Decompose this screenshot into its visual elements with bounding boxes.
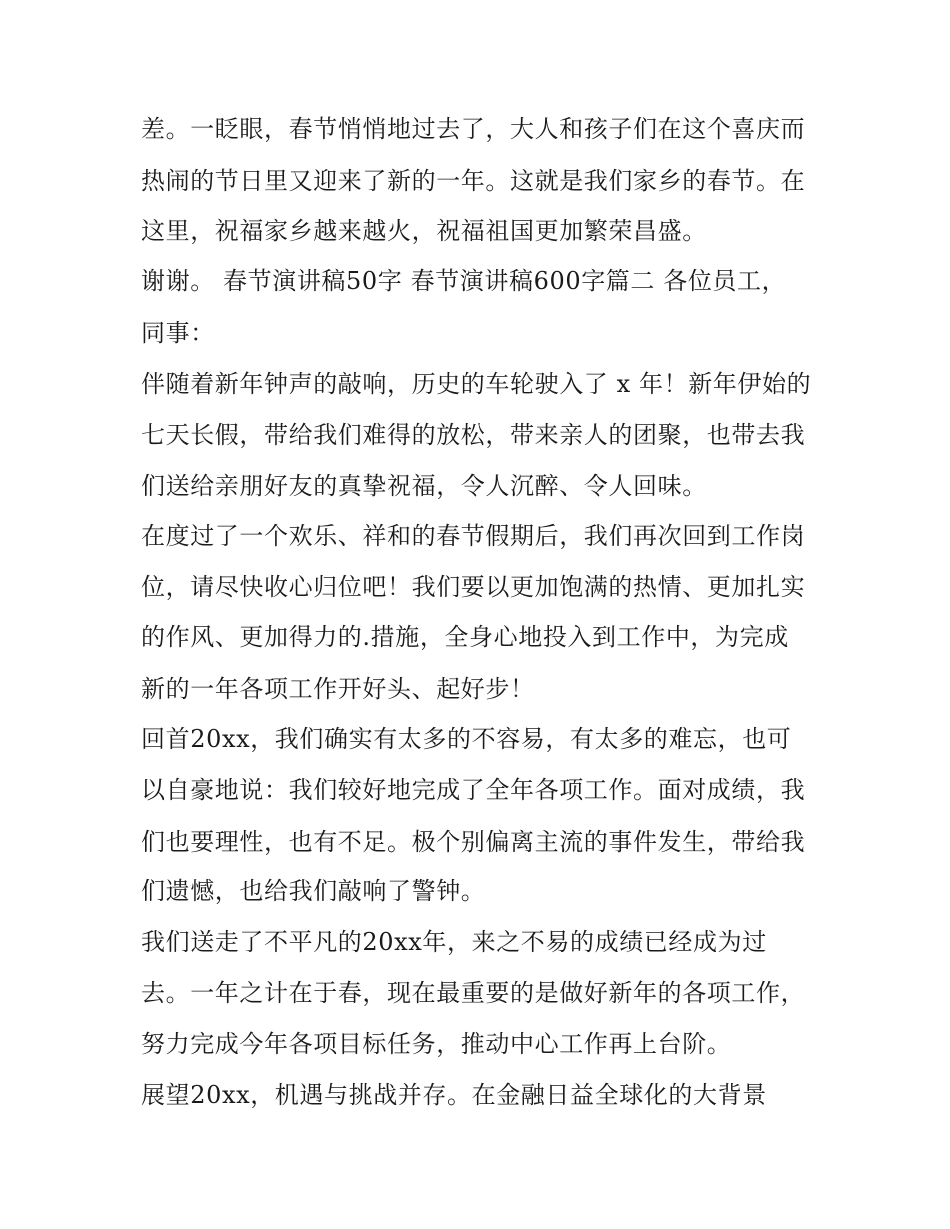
text-line: 差。一眨眼，春节悄悄地过去了，大人和孩子们在这个喜庆而 — [141, 115, 806, 143]
text-line: 去。一年之计在于春，现在最重要的是做好新年的各项工作， — [141, 979, 806, 1007]
text-line: 新的一年各项工作开好头、起好步！ — [141, 675, 535, 703]
text-line: 同事： — [141, 319, 215, 347]
text-line: 伴随着新年钟声的敲响，历史的车轮驶入了 x 年！新年伊始的 — [141, 370, 812, 398]
text-line: 这里，祝福家乡越来越火，祝福祖国更加繁荣昌盛。 — [141, 217, 707, 245]
text-line: 的作风、更加得力的.措施，全身心地投入到工作中，为完成 — [141, 623, 789, 651]
text-line: 在度过了一个欢乐、祥和的春节假期后，我们再次回到工作岗 — [141, 522, 806, 550]
text-line: 七天长假，带给我们难得的放松，带来亲人的团聚，也带去我 — [141, 421, 806, 449]
text-line: 回首20xx，我们确实有太多的不容易，有太多的难忘，也可 — [141, 725, 792, 753]
text-line: 热闹的节日里又迎来了新的一年。这就是我们家乡的春节。在 — [141, 167, 806, 195]
text-line: 们遗憾，也给我们敲响了警钟。 — [141, 877, 486, 905]
text-line: 们也要理性，也有不足。极个别偏离主流的事件发生，带给我 — [141, 828, 806, 856]
text-line: 我们送走了不平凡的20xx年，来之不易的成绩已经成为过 — [141, 928, 767, 956]
text-line: 以自豪地说：我们较好地完成了全年各项工作。面对成绩，我 — [141, 776, 806, 804]
text-line: 谢谢。 春节演讲稿50字 春节演讲稿600字篇二 各位员工， — [141, 267, 787, 295]
text-line: 们送给亲朋好友的真挚祝福，令人沉醉、令人回味。 — [141, 472, 707, 500]
text-line: 努力完成今年各项目标任务，推动中心工作再上台阶。 — [141, 1030, 732, 1058]
text-line: 位，请尽快收心归位吧！我们要以更加饱满的热情、更加扎实 — [141, 573, 806, 601]
text-line: 展望20xx，机遇与挑战并存。在金融日益全球化的大背景 — [141, 1081, 767, 1109]
